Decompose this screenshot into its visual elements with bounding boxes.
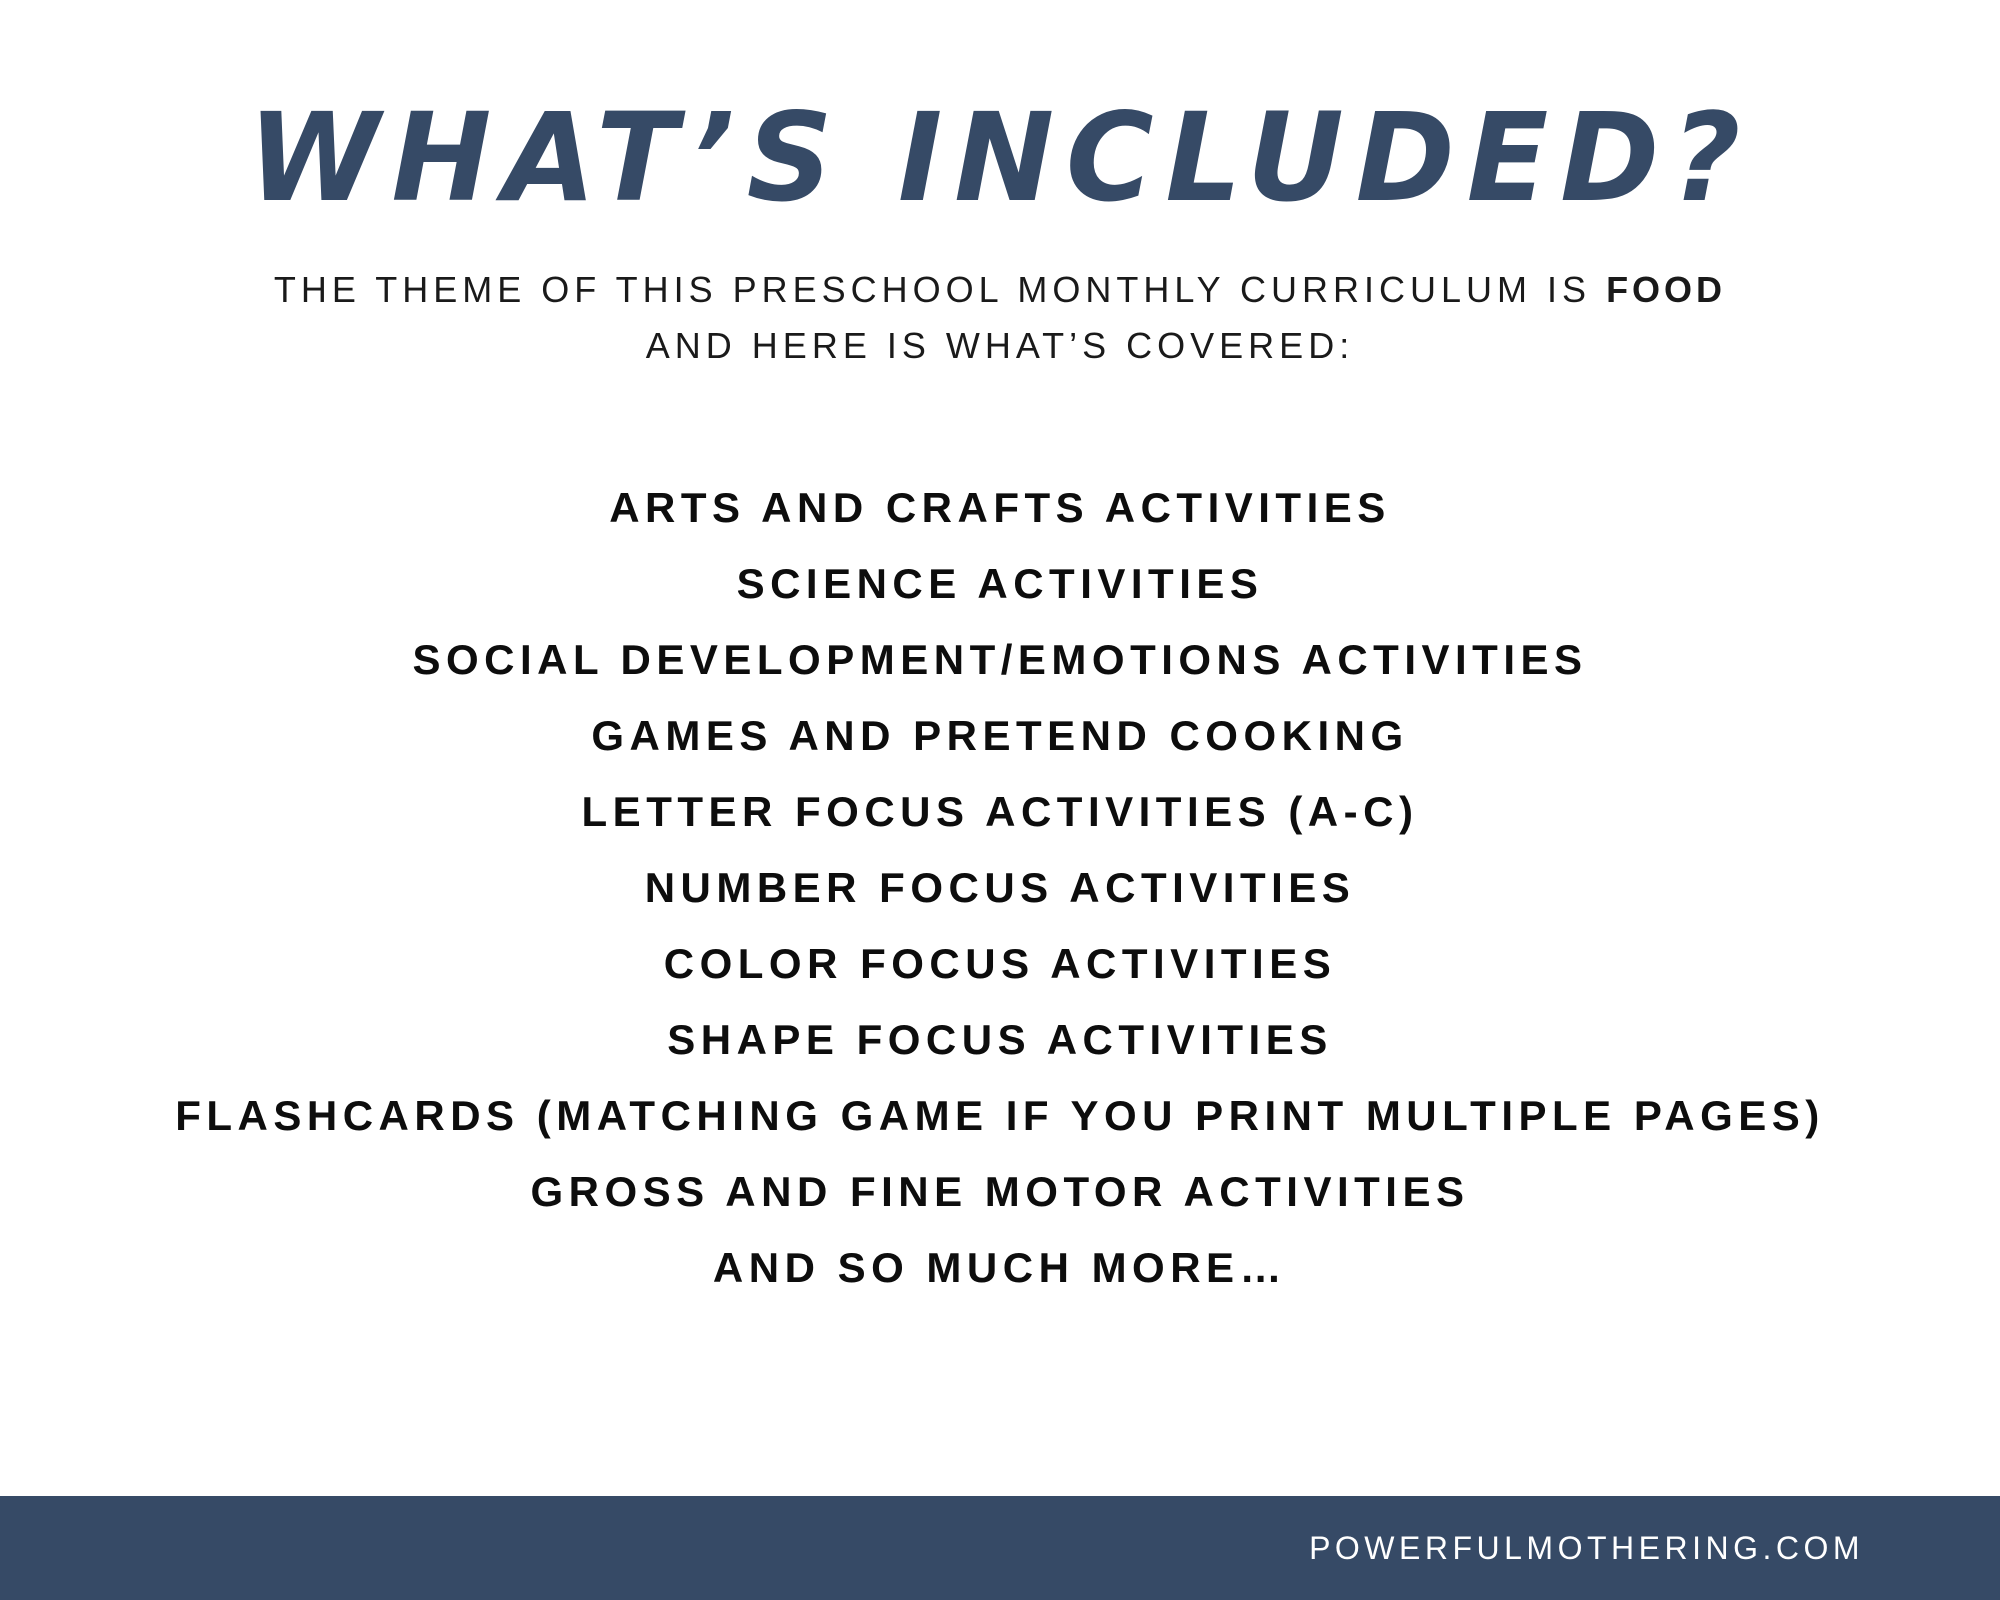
- intro-text: [0, 262, 2000, 374]
- list-item-flashcards: FLASHCARDS (MATCHING GAME IF YOU PRINT MULTIPLE PAGES): [175, 1092, 1825, 1139]
- list-item-science: SCIENCE ACTIVITIES: [736, 560, 1264, 607]
- list-item-arts-crafts: ARTS AND CRAFTS ACTIVITIES: [609, 484, 1391, 531]
- list-item-more: AND SO MUCH MORE…: [712, 1244, 1288, 1291]
- list-item-number-focus: NUMBER FOCUS ACTIVITIES: [644, 864, 1356, 911]
- intro-line-1-prefix: THE THEME OF THIS PRESCHOOL MONTHLY CURRICULUM IS: [273, 269, 1607, 310]
- list-item-shape-focus: SHAPE FOCUS ACTIVITIES: [667, 1016, 1333, 1063]
- footer-website-link[interactable]: POWERFULMOTHERING.COM: [1309, 1530, 1864, 1566]
- list-item-letter-focus: LETTER FOCUS ACTIVITIES (A-C): [581, 788, 1419, 835]
- intro-line-2: AND HERE IS WHAT’S COVERED:: [645, 325, 1355, 366]
- list-item-games-cooking: GAMES AND PRETEND COOKING: [591, 712, 1409, 759]
- list-item-color-focus: COLOR FOCUS ACTIVITIES: [663, 940, 1337, 987]
- list-item-motor: GROSS AND FINE MOTOR ACTIVITIES: [530, 1168, 1470, 1215]
- intro-line-1: [0, 262, 2000, 318]
- list-item-social-emotions: SOCIAL DEVELOPMENT/EMOTIONS ACTIVITIES: [412, 636, 1588, 683]
- footer-bar: [0, 1496, 2000, 1600]
- page-title: WHAT’S INCLUDED?: [247, 87, 1753, 229]
- included-list: [0, 470, 2000, 1306]
- theme-emphasis: FOOD: [1606, 269, 1727, 310]
